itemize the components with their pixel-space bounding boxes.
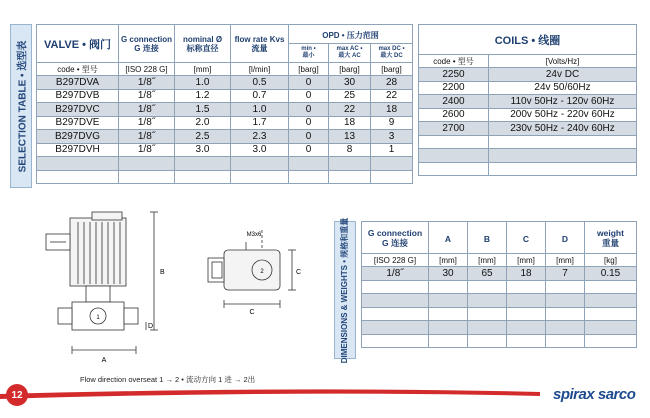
- unit-cell: code • 型号: [419, 55, 489, 68]
- dim-a: 30: [429, 267, 468, 281]
- table-row-empty: [362, 280, 637, 294]
- g-connection: 1/8˝: [119, 103, 175, 117]
- opd-max-ac-header: [329, 44, 371, 63]
- dim-header-weight: [585, 222, 637, 254]
- valve-code: B297DVH: [37, 143, 119, 157]
- flow-rate: 1.7: [231, 116, 289, 130]
- nominal-header: [175, 25, 231, 63]
- opd-min: 0: [289, 76, 329, 90]
- dim-g: 1/8˝: [362, 267, 429, 281]
- dimensions-table: [361, 221, 637, 348]
- opd-header: [289, 25, 413, 44]
- table-row-empty: [362, 321, 637, 335]
- opd-min: 0: [289, 103, 329, 117]
- opd-header-text: OPD • 压力范围: [322, 31, 379, 40]
- opd-max-ac-cn: 最大 AC: [338, 53, 361, 59]
- table-row: [37, 89, 413, 103]
- flow-header: [231, 25, 289, 63]
- table-row-empty: [37, 170, 413, 184]
- table-row-empty: [419, 162, 637, 176]
- dim-c: 18: [507, 267, 546, 281]
- inlet-label: 1: [96, 315, 100, 321]
- nominal-header-en: nominal Ø: [182, 34, 223, 44]
- dim-header-weight-en: weight: [597, 227, 624, 238]
- selection-table-side-label: [10, 24, 32, 188]
- table-row-empty: [37, 157, 413, 171]
- table-row-empty: [362, 307, 637, 321]
- selection-table-side-text: SELECTION TABLE • 选型表: [17, 40, 29, 172]
- table-row: [37, 116, 413, 130]
- coils-title: COILS • 线圈: [494, 34, 561, 47]
- thread-label: M3x6: [246, 232, 262, 238]
- flow-rate: 3.0: [231, 143, 289, 157]
- table-row: [419, 95, 637, 109]
- flow-rate: 2.3: [231, 130, 289, 144]
- g-connection: 1/8˝: [119, 130, 175, 144]
- opd-min: 0: [289, 116, 329, 130]
- flow-rate: 1.0: [231, 103, 289, 117]
- opd-max-ac-en: max AC •: [336, 46, 363, 52]
- opd-max-ac: 8: [329, 143, 371, 157]
- opd-min-header: [289, 44, 329, 63]
- unit-cell: [mm]: [429, 254, 468, 267]
- dim-b-label: B: [160, 269, 165, 276]
- dim-header-d: D: [546, 222, 585, 254]
- coil-voltage: 24v 50/60Hz: [489, 81, 637, 95]
- coil-body: [70, 218, 126, 286]
- table-row: [419, 68, 637, 82]
- table-row: [419, 81, 637, 95]
- coil-voltage: 24v DC: [489, 68, 637, 82]
- opd-max-dc: 1: [371, 143, 413, 157]
- dimensions-side-label: [334, 217, 356, 363]
- dim-a-label: A: [101, 357, 107, 364]
- opd-max-ac: 18: [329, 116, 371, 130]
- table-row-empty: [419, 135, 637, 149]
- g-connection-header-en: G connection: [120, 34, 173, 44]
- opd-min: 0: [289, 143, 329, 157]
- table-row: [419, 122, 637, 136]
- unit-cell: [mm]: [175, 63, 231, 76]
- unit-cell: [barg]: [289, 63, 329, 76]
- dim-d-label: D: [148, 323, 154, 330]
- opd-max-ac: 25: [329, 89, 371, 103]
- outlet-label: 2: [260, 269, 264, 275]
- opd-max-ac: 13: [329, 130, 371, 144]
- valve-code: B297DVB: [37, 89, 119, 103]
- dim-header-g-cn: G 连接: [382, 237, 408, 248]
- dim-b: 65: [468, 267, 507, 281]
- unit-cell: [l/min]: [231, 63, 289, 76]
- flow-rate: 0.7: [231, 89, 289, 103]
- g-connection: 1/8˝: [119, 116, 175, 130]
- brand-logo: spirax sarco: [553, 386, 636, 403]
- coil-code: 2200: [419, 81, 489, 95]
- coil-voltage: 110v 50Hz - 120v 60Hz: [489, 95, 637, 109]
- unit-cell: [ISO 228 G]: [119, 63, 175, 76]
- coil-code: 2600: [419, 108, 489, 122]
- g-connection-header: [119, 25, 175, 63]
- nominal: 1.0: [175, 76, 231, 90]
- unit-cell: [ISO 228 G]: [362, 254, 429, 267]
- opd-max-dc: 18: [371, 103, 413, 117]
- unit-cell: [barg]: [329, 63, 371, 76]
- nominal: 1.2: [175, 89, 231, 103]
- flow-rate: 0.5: [231, 76, 289, 90]
- flow-header-en: flow rate Kvs: [234, 34, 285, 44]
- unit-cell: [Volts/Hz]: [489, 55, 637, 68]
- opd-max-dc-en: max DC •: [378, 46, 405, 52]
- coil-code: 2400: [419, 95, 489, 109]
- unit-cell: [mm]: [507, 254, 546, 267]
- selection-units-row: [37, 63, 413, 76]
- nominal-header-cn: 标称直径: [186, 43, 219, 53]
- g-connection: 1/8˝: [119, 143, 175, 157]
- coil-code: 2700: [419, 122, 489, 136]
- selection-table: [36, 24, 413, 184]
- coil-voltage: 230v 50Hz - 240v 60Hz: [489, 122, 637, 136]
- dimensions-side-text: DIMENSIONS & WEIGHTS • 规格和重量: [340, 217, 350, 363]
- valve-code: B297DVA: [37, 76, 119, 90]
- dim-weight: 0.15: [585, 267, 637, 281]
- opd-max-dc-header: [371, 44, 413, 63]
- opd-max-dc: 9: [371, 116, 413, 130]
- page-number: 12: [6, 384, 28, 406]
- g-connection: 1/8˝: [119, 89, 175, 103]
- g-connection-header-cn: G 连接: [134, 43, 159, 53]
- opd-max-dc: 22: [371, 89, 413, 103]
- valve-header: [37, 25, 119, 63]
- opd-max-ac: 30: [329, 76, 371, 90]
- nominal: 1.5: [175, 103, 231, 117]
- coils-header: [419, 25, 637, 55]
- table-row-empty: [362, 294, 637, 308]
- nominal: 2.5: [175, 130, 231, 144]
- coils-units-row: [419, 55, 637, 68]
- dim-header-b: B: [468, 222, 507, 254]
- unit-cell: [barg]: [371, 63, 413, 76]
- unit-cell: [kg]: [585, 254, 637, 267]
- valve-header-text: VALVE • 阀门: [43, 38, 111, 51]
- table-row: [37, 130, 413, 144]
- valve-code: B297DVG: [37, 130, 119, 144]
- dim-header-g-en: G connection: [367, 227, 423, 238]
- g-connection: 1/8˝: [119, 76, 175, 90]
- table-row-empty: [419, 149, 637, 163]
- opd-min: 0: [289, 130, 329, 144]
- coil-voltage: 200v 50Hz - 220v 60Hz: [489, 108, 637, 122]
- unit-cell: [mm]: [468, 254, 507, 267]
- opd-max-dc-cn: 最大 DC: [380, 53, 403, 59]
- flow-direction-caption: Flow direction overseat 1 → 2 • 流动方向 1 进 → 2出: [80, 375, 256, 384]
- table-row: [37, 76, 413, 90]
- dim-units-row: [362, 254, 637, 267]
- coils-table: [418, 24, 637, 176]
- opd-min-cn: 最小: [302, 53, 315, 59]
- coil-code: 2250: [419, 68, 489, 82]
- opd-min-en: min •: [301, 46, 316, 52]
- dim-header-g: [362, 222, 429, 254]
- opd-max-dc: 3: [371, 130, 413, 144]
- flow-header-cn: 流量: [251, 43, 268, 53]
- table-row: [37, 103, 413, 117]
- table-row: [419, 108, 637, 122]
- dim-header-a: A: [429, 222, 468, 254]
- opd-min: 0: [289, 89, 329, 103]
- valve-drawing: [36, 200, 356, 370]
- unit-cell: [mm]: [546, 254, 585, 267]
- table-row: [37, 143, 413, 157]
- table-row: [362, 267, 637, 281]
- opd-max-ac: 22: [329, 103, 371, 117]
- dim-header-weight-cn: 重量: [601, 237, 619, 248]
- opd-max-dc: 28: [371, 76, 413, 90]
- valve-code: B297DVE: [37, 116, 119, 130]
- dim-c-label: C: [249, 309, 255, 316]
- unit-cell: code • 型号: [37, 63, 119, 76]
- nominal: 3.0: [175, 143, 231, 157]
- dim-c-label-side: C: [296, 269, 302, 276]
- dim-header-c: C: [507, 222, 546, 254]
- valve-code: B297DVC: [37, 103, 119, 117]
- table-row-empty: [362, 334, 637, 348]
- nominal: 2.0: [175, 116, 231, 130]
- dim-d: 7: [546, 267, 585, 281]
